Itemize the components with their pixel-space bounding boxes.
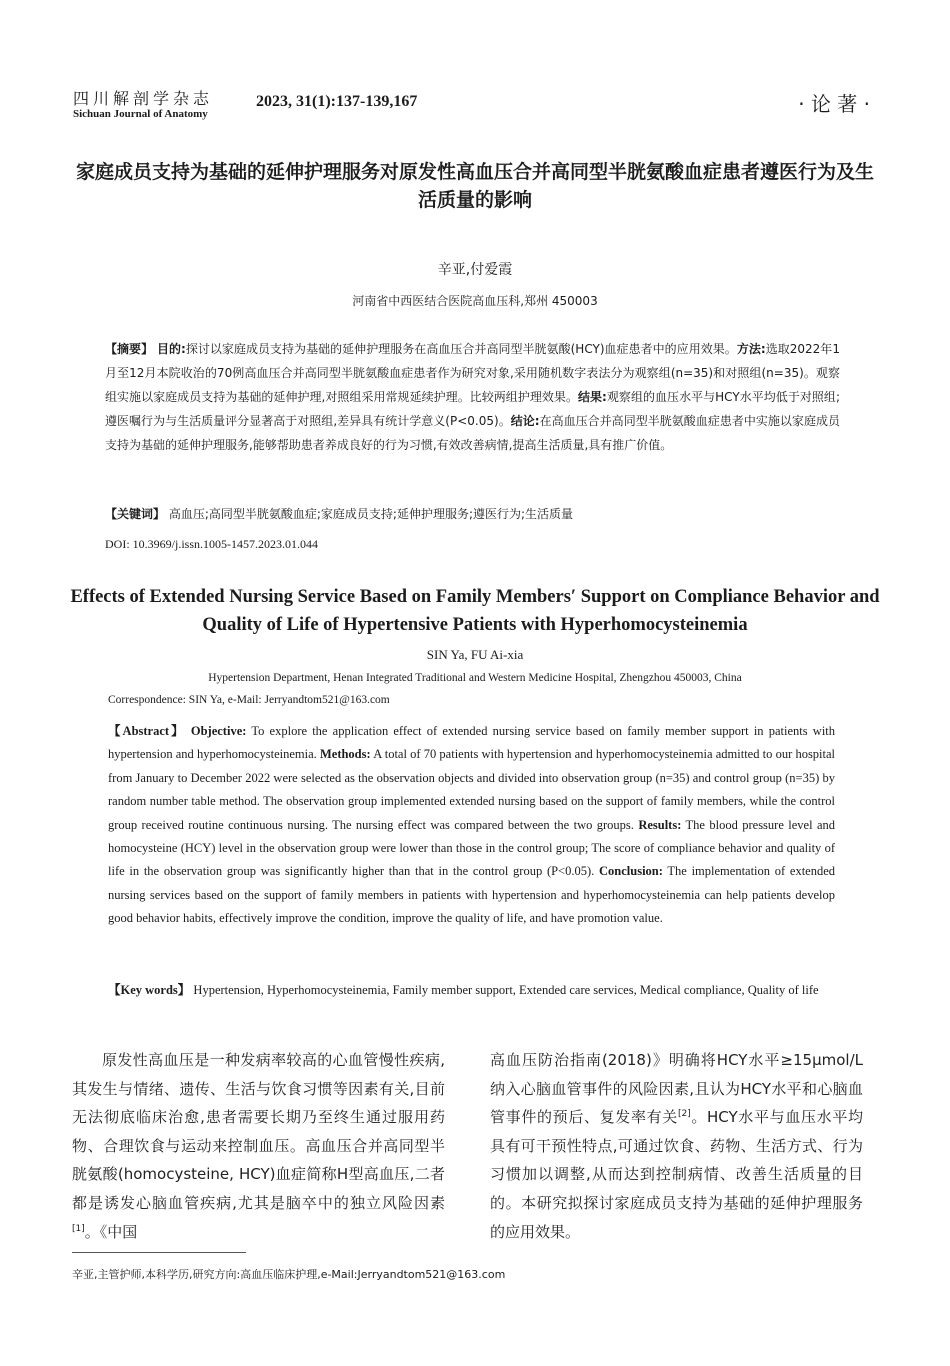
methods-label: 方法: xyxy=(736,342,766,356)
objective-text: 探讨以家庭成员支持为基础的延伸护理服务在高血压合并高同型半胱氨酸(HCY)血症患者中的应用效果。 xyxy=(185,342,737,356)
methods-en-text: A total of 70 patients with hypertension and hyperhomocysteinemia admitted to our hospital from January to December 2022 were selected as the observation objects and divided into observation group (n=35) and control group (n=35) by random number table method. The observation group implemented extended nursing based on the support of family members, while the control group received routine continuous nursing. The nursing effect was compared between the two groups. xyxy=(108,747,836,832)
footnote: 辛亚,主管护师,本科学历,研究方向:高血压临床护理,e-Mail:Jerryandtom521@163.com xyxy=(72,1268,506,1281)
journal-name-en: Sichuan Journal of Anatomy xyxy=(73,108,208,120)
doi: DOI: 10.3969/j.issn.1005-1457.2023.01.044 xyxy=(105,537,318,551)
methods-text: 选取2022年1月至12月本院收治的70例高血压合并高同型半胱氨酸血症患者作为研究对象,采用随机数字表法分为观察组(n=35)和对照组(n=35)。观察组实施以家庭成员支持为基础的延伸护理,对照组采用常规延续护理。比较两组护理效果。 xyxy=(105,342,840,404)
affiliation-cn: 河南省中西医结合医院高血压科,郑州 450003 xyxy=(352,294,598,308)
section-tag: · 论 著 · xyxy=(798,92,870,116)
conclusion-en-label: Conclusion: xyxy=(599,864,663,879)
body-left-tail: 。《中国 xyxy=(84,1222,138,1241)
keywords-label: 【关键词】 xyxy=(105,507,166,521)
abstract-cn xyxy=(105,337,840,457)
abstract-label: 【摘要】 xyxy=(105,342,154,356)
authors-cn: 辛亚,付爱霞 xyxy=(437,262,513,278)
journal-volume: 2023, 31(1):137-139,167 xyxy=(256,93,418,110)
affiliation-en: Hypertension Department, Henan Integrated Traditional and Western Medicine Hospital, Zhengzhou 450003, China xyxy=(208,672,742,684)
keywords-en-label: 【Key words】 xyxy=(108,983,191,997)
objective-en-text: To explore the application effect of extended nursing service based on family member support in patients with hypertension and hyperhomocysteinemia. xyxy=(108,724,836,762)
citation-2: [2] xyxy=(677,1109,691,1120)
keywords-cn xyxy=(105,502,840,526)
body-left-text: 原发性高血压是一种发病率较高的心血管慢性疾病,其发生与情绪、遗传、生活与饮食习惯等因素有关,目前无法彻底临床治愈,患者需要长期乃至终生通过服用药物、合理饮食与运动来控制血压。高血压合并高同型半胱氨酸(homocysteine, HCY)血症简称H型高血压,二者都是诱发心脑血管疾病,尤其是脑卒中的独立风险因素 xyxy=(72,1051,445,1212)
footnote-divider xyxy=(72,1252,246,1253)
body-right-tail: 。HCY水平与血压水平均具有可干预性特点,可通过饮食、药物、生活方式、行为习惯加以调整,从而达到控制病情、改善生活质量的目的。本研究拟探讨家庭成员支持为基础的延伸护理服务的应用效果。 xyxy=(490,1108,863,1241)
correspondence: Correspondence: SIN Ya, e-Mail: Jerryandtom521@163.com xyxy=(108,694,390,706)
results-label: 结果: xyxy=(578,390,607,404)
objective-label: 目的: xyxy=(156,342,186,356)
methods-en-label: Methods: xyxy=(319,747,371,762)
authors-en: SIN Ya, FU Ai-xia xyxy=(426,647,524,662)
keywords-en-text: Hypertension, Hyperhomocysteinemia, Family member support, Extended care services, Medical compliance, Quality of life xyxy=(193,983,819,997)
results-en-text: The blood pressure level and homocysteine (HCY) level in the observation group were lower than those in the control group; The score of compliance behavior and quality of life in the observation group was significantly higher than that in the control group (P<0.05). xyxy=(108,817,836,879)
results-text: 观察组的血压水平与HCY水平均低于对照组;遵医嘱行为与生活质量评分显著高于对照组,差异具有统计学意义(P<0.05)。 xyxy=(105,390,840,428)
abstract-en-label: 【Abstract】 xyxy=(108,724,186,738)
citation-1: [1] xyxy=(72,1223,85,1234)
keywords-text: 高血压;高同型半胱氨酸血症;家庭成员支持;延伸护理服务;遵医行为;生活质量 xyxy=(168,507,574,521)
body-right-text: 高血压防治指南(2018)》明确将HCY水平≥15μmol/L纳入心脑血管事件的风险因素,且认为HCY水平和心脑血管事件的预后、复发率有关 xyxy=(490,1051,863,1127)
abstract-en xyxy=(108,720,835,931)
article-title-en: Effects of Extended Nursing Service Based on Family Members′ Support on Compliance Behavior and Quality of Life of Hypertensive Patients with Hyperhomocysteinemia xyxy=(70,587,880,635)
objective-en-label: Objective: xyxy=(190,724,247,738)
conclusion-text: 在高血压合并高同型半胱氨酸血症患者中实施以家庭成员支持为基础的延伸护理服务,能够帮助患者养成良好的行为习惯,有效改善病情,提高生活质量,具有推广价值。 xyxy=(105,414,840,452)
body-column-right xyxy=(490,1046,863,1246)
results-en-label: Results: xyxy=(638,817,682,832)
keywords-en xyxy=(108,979,835,1002)
conclusion-en-text: The implementation of extended nursing services based on the support of family members in patients with hypertension and hyperhomocysteinemia can help patients develop good behavior habits, effectively improve the condition, improve the quality of life, and have promotion value. xyxy=(108,864,836,926)
journal-name-cn: 四川解剖学杂志 xyxy=(73,89,214,108)
article-title-cn: 家庭成员支持为基础的延伸护理服务对原发性高血压合并高同型半胱氨酸血症患者遵医行为及生活质量的影响 xyxy=(75,161,874,211)
body-column-left xyxy=(72,1046,445,1246)
conclusion-label: 结论: xyxy=(510,414,540,428)
